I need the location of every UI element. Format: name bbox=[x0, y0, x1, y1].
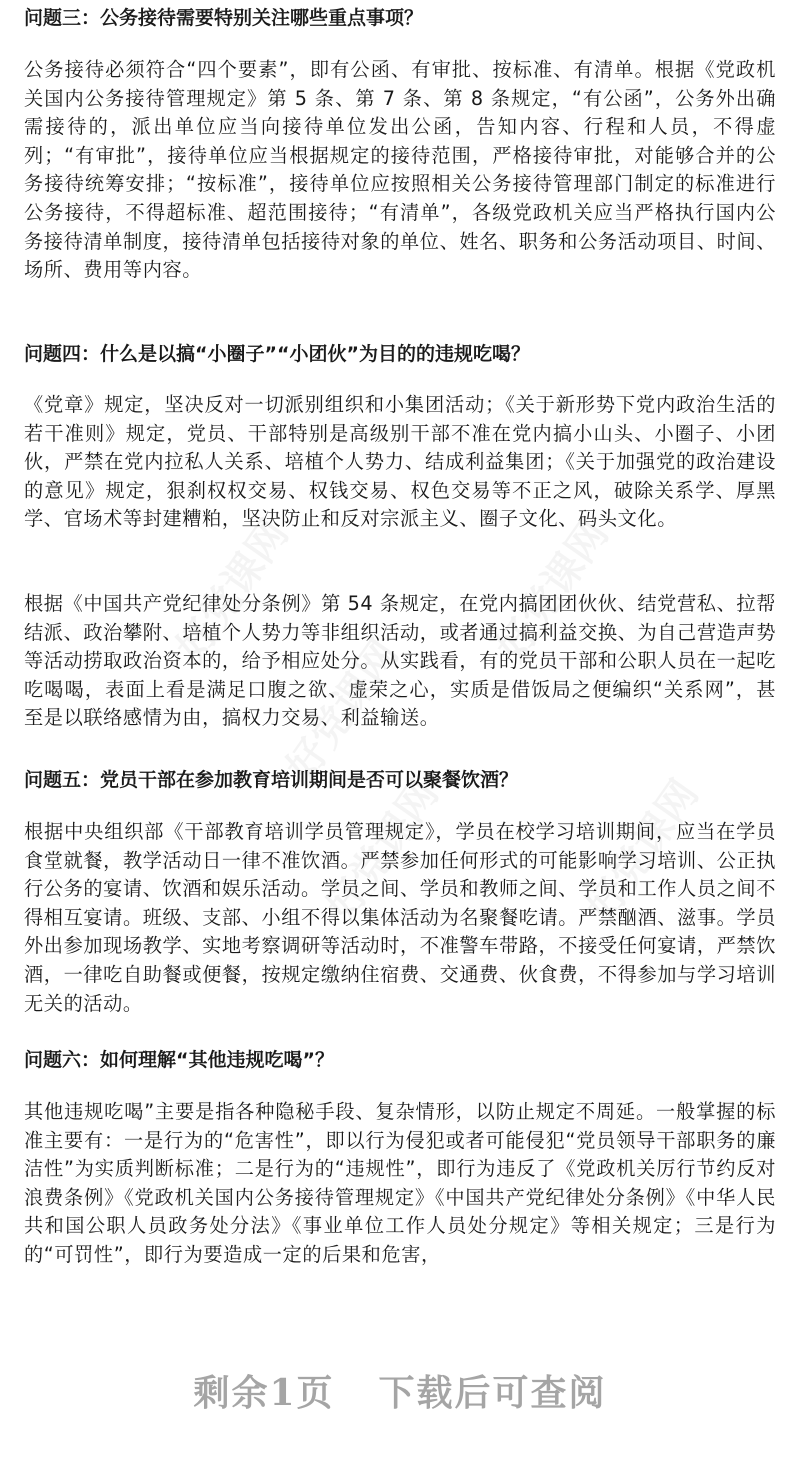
question-four-heading: 问题四：什么是以搞“小圈子”“小团伙”为目的的违规吃喝？ bbox=[24, 343, 530, 365]
download-hint-label: 下载后可查阅 bbox=[378, 1372, 607, 1414]
download-prompt[interactable] bbox=[0, 1365, 800, 1416]
question-three-heading: 问题三：公务接待需要特别关注哪些重点事项？ bbox=[24, 7, 424, 29]
question-four-paragraph-2: 根据《中国共产党纪律处分条例》第 54 条规定，在党内搞团团伙伙、结党营私、拉帮结派、政治攀附、培植个人势力等非组织活动，或者通过搞利益交换、为自己营造声势等活动捞取政治资本的，给予相应处分。从实践看，有的党员干部和公职人员在一起吃吃喝喝，表面上看是满足口腹之欲、虚荣之心，实质是借饭局之便编织“关系网”，甚至是以联络感情为由，搞权力交易、利益输送。 bbox=[24, 592, 776, 730]
question-five-heading: 问题五：党员干部在参加教育培训期间是否可以聚餐饮酒？ bbox=[24, 769, 519, 791]
question-six-paragraph: 其他违规吃喝”主要是指各种隐秘手段、复杂情形，以防止规定不周延。一般掌握的标准主要有：一是行为的“危害性”，即以行为侵犯或者可能侵犯“党员领导干部职务的廉洁性”为实质判断标准；二是行为的“违规性”，即行为违反了《党政机关厉行节约反对浪费条例》《党政机关国内公务接待管理规定》《中国共产党纪律处分条例》《中华人民共和国公职人员政务处分法》《事业单位工作人员处分规定》等相关规定；三是行为的“可罚性”，即行为要造成一定的后果和危害， bbox=[24, 1100, 776, 1266]
question-four-paragraph-1: 《党章》规定，坚决反对一切派别组织和小集团活动；《关于新形势下党内政治生活的若干准则》规定，党员、干部特别是高级别干部不准在党内搞小山头、小圈子、小团伙，严禁在党内拉私人关系、培植个人势力、结成利益集团；《关于加强党的政治建设的意见》规定，狠刹权权交易、权钱交易、权色交易等不正之风，破除关系学、厚黑学、官场术等封建糟粕，坚决防止和反对宗派主义、圈子文化、码头文化。 bbox=[24, 393, 776, 531]
question-three-paragraph: 公务接待必须符合“四个要素”，即有公函、有审批、按标准、有清单。根据《党政机关国内公务接待管理规定》第 5 条、第 7 条、第 8 条规定，“有公函”，公务外出确需接待的，派出单位应当向接待单位发出公函，告知内容、行程和人员，不得虚列；“有审批”，接待单位应当根据规定的接待范围，严格接待审批，对能够合并的公务接待统筹安排；“按标准”，接待单位应按照相关公务接待管理部门制定的标准进行公务接待，不得超标准、超范围接待；“有清单”，各级党政机关应当严格执行国内公务接待清单制度，接待清单包括接待对象的单位、姓名、职务和公务活动项目、时间、场所、费用等内容。 bbox=[24, 58, 776, 282]
question-five-paragraph: 根据中央组织部《干部教育培训学员管理规定》，学员在校学习培训期间，应当在学员食堂就餐，教学活动日一律不准饮酒。严禁参加任何形式的可能影响学习培训、公正执行公务的宴请、饮酒和娱乐活动。学员之间、学员和教师之间、学员和工作人员之间不得相互宴请。班级、支部、小组不得以集体活动为名聚餐吃请。严禁酗酒、滋事。学员外出参加现场教学、实地考察调研等活动时，不准警车带路，不接受任何宴请，严禁饮酒，一律吃自助餐或便餐，按规定缴纳住宿费、交通费、伙食费，不得参加与学习培训无关的活动。 bbox=[24, 820, 776, 1015]
remaining-pages-label: 剩余1页 bbox=[193, 1372, 335, 1414]
question-six-heading: 问题六：如何理解“其他违规吃喝”？ bbox=[24, 1049, 334, 1071]
